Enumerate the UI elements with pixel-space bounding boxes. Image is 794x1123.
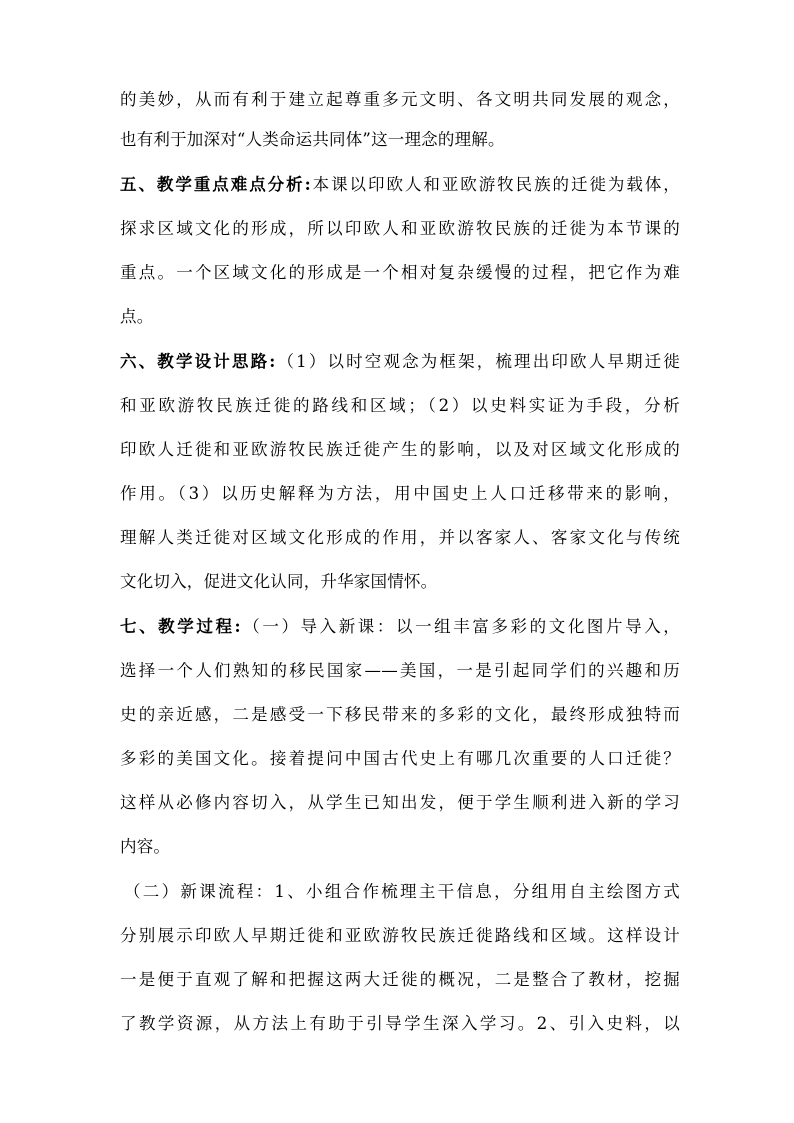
text-line: （二）新课流程：1、小组合作梳理主干信息，分组用自主绘图方式: [124, 882, 680, 901]
text-line: 作用。（3）以历史解释为方法，用中国史上人口迁移带来的影响，: [120, 484, 680, 503]
section-heading-five: 五、教学重点难点分析:: [120, 175, 311, 194]
text-line: 一是便于直观了解和把握这两大迁徙的概况，二是整合了教材，挖掘: [120, 970, 680, 989]
text-line: 分别展示印欧人早期迁徙和亚欧游牧民族迁徙路线和区域。这样设计: [120, 926, 680, 945]
section-heading-six: 六、教学设计思路:: [120, 352, 276, 371]
text-line: 也有利于加深对“人类命运共同体”这一理念的理解。: [120, 130, 505, 149]
section-seven-line: [120, 607, 680, 647]
text-line: 理解人类迁徙对区域文化形成的作用，并以客家人、客家文化与传统: [120, 528, 680, 547]
text-line: 探求区域文化的形成，所以印欧人和亚欧游牧民族的迁徙为本节课的: [120, 219, 680, 238]
text-line: 多彩的美国文化。接着提问中国古代史上有哪几次重要的人口迁徙？: [120, 749, 680, 768]
text-line: 点。: [120, 307, 154, 326]
text-span: （一）导入新课：以一组丰富多彩的文化图片导入，: [240, 617, 680, 636]
text-line: 这样从必修内容切入，从学生已知出发，便于学生顺利进入新的学习: [120, 793, 680, 812]
section-five-line: [120, 165, 680, 205]
text-line: 和亚欧游牧民族迁徙的路线和区域；（2）以史料实证为手段，分析: [120, 396, 680, 415]
text-line: 文化切入，促进文化认同，升华家国情怀。: [120, 572, 438, 591]
text-line: 内容。: [120, 837, 171, 856]
text-span: 本课以印欧人和亚欧游牧民族的迁徙为载体，: [310, 175, 680, 194]
section-six-line: [120, 342, 680, 382]
text-line: 了教学资源，从方法上有助于引导学生深入学习。2、引入史料，以: [120, 1014, 680, 1033]
text-line: 史的亲近感，二是感受一下移民带来的多彩的文化，最终形成独特而: [120, 705, 680, 724]
text-line: 重点。一个区域文化的形成是一个相对复杂缓慢的过程，把它作为难: [120, 263, 680, 282]
section-heading-seven: 七、教学过程:: [120, 617, 241, 636]
text-span: （1）以时空观念为框架，梳理出印欧人早期迁徙: [275, 352, 680, 371]
text-line: 选择一个人们熟知的移民国家——美国，一是引起同学们的兴趣和历: [120, 661, 680, 680]
text-line: 印欧人迁徙和亚欧游牧民族迁徙产生的影响，以及对区域文化形成的: [120, 440, 680, 459]
text-line: 的美妙，从而有利于建立起尊重多元文明、各文明共同发展的观念，: [120, 90, 680, 109]
